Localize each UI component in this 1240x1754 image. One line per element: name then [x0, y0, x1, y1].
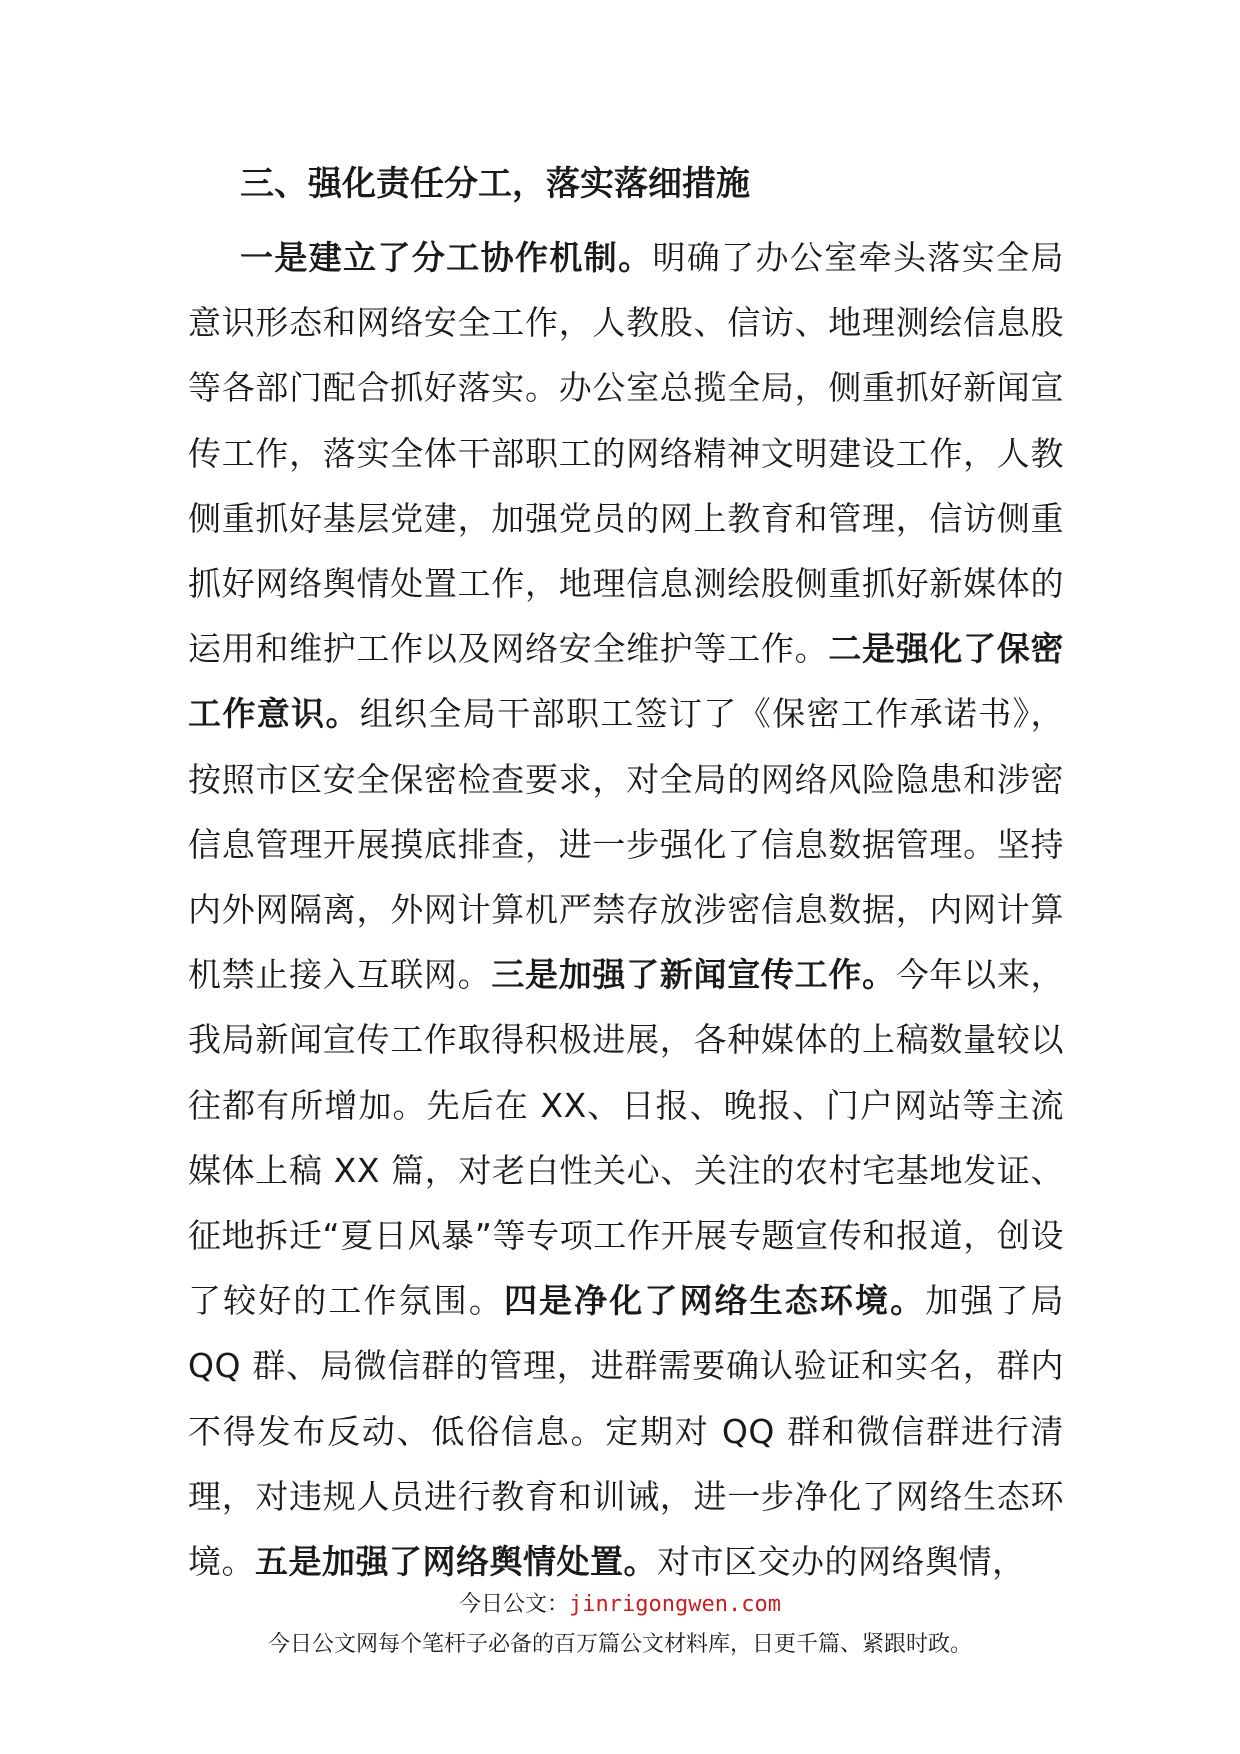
footer-site-label: 今日公文：: [459, 1592, 570, 1617]
bold-lead-2: 二是强化了保密工作意识。: [188, 629, 1065, 734]
paragraph-text-3: 今年以来，我局新闻宣传工作取得积极进展，各种媒体的上稿数量较以往都有所增加。先后在 XX、日报、晚报、门户网站等主流媒体上稿 XX 篇，对老白性关心、关注的农村宅基地发证、征地拆迁“夏日风暴”等专项工作开展专题宣传和报道，创设了较好的工作氛围。: [188, 955, 1065, 1321]
paragraph-text-1: 明确了办公室牵头落实全局意识形态和网络安全工作，人教股、信访、地理测绘信息股等各部门配合抓好落实。办公室总揽全局，侧重抓好新闻宣传工作，落实全体干部职工的网络精神文明建设工作，人教侧重抓好基层党建，加强党员的网上教育和管理，信访侧重抓好网络舆情处置工作，地理信息测绘股侧重抓好新媒体的运用和维护工作以及网络安全维护等工作。: [188, 238, 1065, 669]
bold-lead-3: 三是加强了新闻宣传工作。: [491, 955, 896, 995]
footer-site-line: [0, 1590, 1240, 1620]
section-heading: 三、强化责任分工，落实落细措施: [240, 164, 750, 204]
body-paragraph: [188, 225, 1064, 1594]
footer-slogan: 今日公文网每个笔杆子必备的百万篇公文材料库，日更千篇、紧跟时政。: [267, 1632, 972, 1657]
bold-lead-1: 一是建立了分工协作机制。: [240, 238, 653, 277]
paragraph-text-5: 对市区交办的网络舆情，: [657, 1542, 1026, 1582]
footer-site-link[interactable]: jinrigongwen.com: [569, 1592, 781, 1617]
bold-lead-4: 四是净化了网络生态环境。: [503, 1281, 926, 1321]
paragraph-text-2: 组织全局干部职工签订了《保密工作承诺书》，按照市区安全保密检查要求，对全局的网络风险隐患和涉密信息管理开展摸底排查，进一步强化了信息数据管理。坚持内外网隔离，外网计算机严禁存放涉密信息数据，内网计算机禁止接入互联网。: [188, 694, 1065, 995]
paragraph-text-4: 加强了局 QQ 群、局微信群的管理，进群需要确认验证和实名，群内不得发布反动、低俗信息。定期对 QQ 群和微信群进行清理，对违规人员进行教育和训诫，进一步净化了网络生态环境。: [188, 1281, 1065, 1582]
bold-lead-5: 五是加强了网络舆情处置。: [255, 1542, 657, 1582]
